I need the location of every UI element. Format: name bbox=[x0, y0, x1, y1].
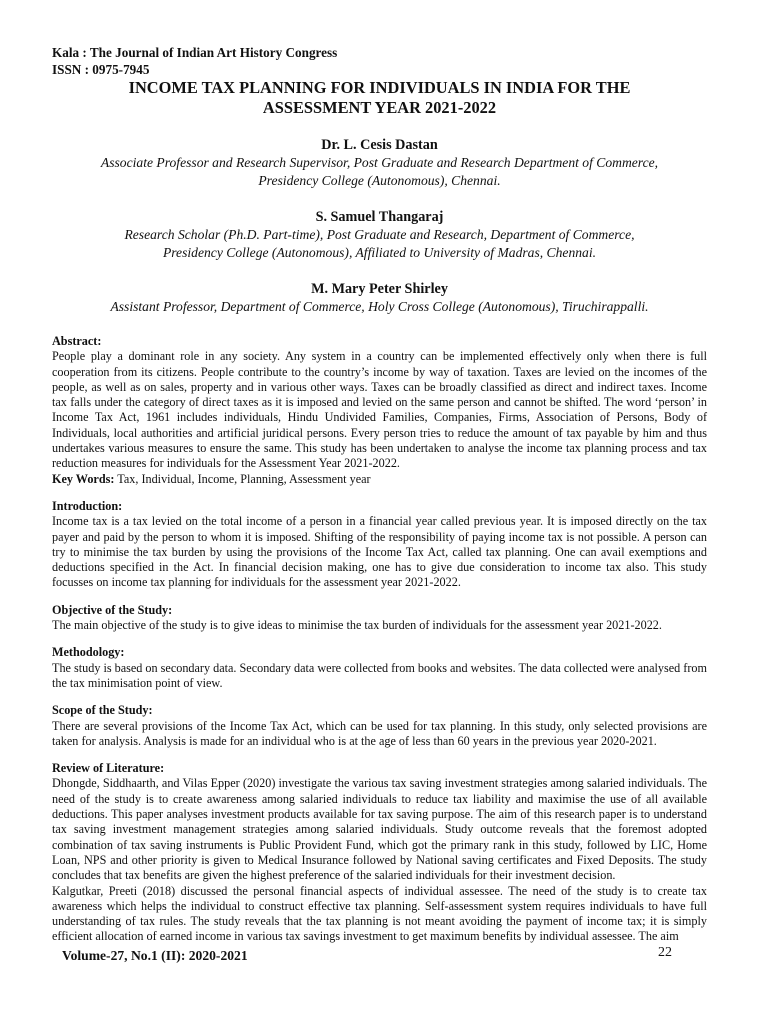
author-affiliation: Associate Professor and Research Supervisor, Post Graduate and Research Department of Commerce, bbox=[100, 155, 659, 170]
keywords-label: Key Words: bbox=[52, 471, 115, 486]
page-footer bbox=[62, 945, 672, 968]
volume-info: Volume-27, No.1 (II): 2020-2021 bbox=[62, 948, 248, 963]
review-paragraph: Dhongde, Siddhaarth, and Vilas Epper (2020) investigate the various tax saving investment strategies among salaried individuals. The need of the study is to create awareness among salaried individuals to reduce tax liability and maximise the use of all available deductions. This paper analyses investment products available for tax saving purpose. The aim of this research paper is to understand tax saving investment management strategies among salaried individuals. Study outcome reveals that the foremost adopted combination of tax saving instruments is Public Provident Fund, which got the primary rank in this study, followed by LIC, Home Loan, NPS and other priority is given to Medical Insurance followed by National saving certificates and Fixed Deposits. The study concludes that tax benefits are given the highest preference of the salaried individuals for their investment decision. bbox=[52, 776, 707, 883]
scope-section bbox=[52, 703, 707, 749]
author-affiliation: Assistant Professor, Department of Commerce, Holy Cross College (Autonomous), Tiruchirappalli. bbox=[110, 299, 649, 314]
page-number: 22 bbox=[658, 945, 672, 960]
introduction-text: Income tax is a tax levied on the total income of a person in a financial year called previous year. It is imposed directly on the tax payer and paid by the person to whom it is imposed. Shifting of the responsibility of paying income tax is not possible. A person can try to minimise the tax burden by using the provisions of the Income Tax Act, called tax planning. One can avail exemptions and deductions specified in the Act. In financial decision making, one has to give due consideration to income tax also. This study focusses on income tax planning for individuals for the assessment year 2021-2022. bbox=[52, 514, 707, 590]
journal-issn: ISSN : 0975-7945 bbox=[52, 62, 150, 77]
abstract-text: People play a dominant role in any society. Any system in a country can be implemented effectively only when there is full cooperation from its citizens. People contribute to the country’s income by way of taxation. Taxes are levied on the incomes of the people, as well as on sales, property and in various other ways. Taxes can be broadly classified as direct and indirect taxes. Income tax falls under the category of direct taxes as it is imposed and levied on the same person and cannot be shifted. The word ‘person’ in Income Tax Act, 1961 includes individuals, Hindu Undivided Families, Companies, Firms, Association of Persons, Body of Individuals, local authorities and artificial juridical persons. Every person tries to reduce the amount of tax payable by him and thus undertakes various measures to ensure the same. This study has been undertaken to analyse the income tax planning process and tax reduction measures for individuals for the Assessment Year 2021-2022. bbox=[52, 349, 707, 471]
introduction-section bbox=[52, 499, 707, 591]
author-name: Dr. L. Cesis Dastan bbox=[321, 137, 438, 153]
author-affiliation: Presidency College (Autonomous), Affiliated to University of Madras, Chennai. bbox=[162, 245, 597, 260]
paper-page bbox=[52, 44, 707, 945]
abstract-heading: Abstract: bbox=[52, 334, 102, 348]
abstract-section bbox=[52, 334, 707, 487]
keywords-text: Tax, Individual, Income, Planning, Assessment year bbox=[114, 471, 371, 486]
methodology-text: The study is based on secondary data. Secondary data were collected from books and websites. The data collected were analysed from the tax minimisation point of view. bbox=[52, 660, 707, 690]
objective-text: The main objective of the study is to give ideas to minimise the tax burden of individuals for the assessment year 2021-2022. bbox=[52, 618, 662, 633]
journal-name: Kala : The Journal of Indian Art History Congress bbox=[52, 45, 338, 60]
paper-title-line-1: INCOME TAX PLANNING FOR INDIVIDUALS IN INDIA FOR THE bbox=[128, 78, 631, 97]
review-paragraph: Kalgutkar, Preeti (2018) discussed the personal financial aspects of individual assessee. The need of the study is to create tax awareness which helps the individual to construct effective tax planning. Self-assessment system requires individuals to have full understanding of tax rules. The study reveals that the tax planning is not meant avoiding the payment of income tax; it is simply efficient allocation of earned income in various tax savings investment to get maximum benefits by individual assessee. The aim bbox=[52, 883, 707, 944]
author-name: M. Mary Peter Shirley bbox=[311, 281, 448, 297]
methodology-heading: Methodology: bbox=[52, 645, 125, 660]
review-section bbox=[52, 761, 707, 945]
review-heading: Review of Literature: bbox=[52, 761, 165, 776]
scope-text: There are several provisions of the Income Tax Act, which can be used for tax planning. In this study, only selected provisions are taken for analysis. Analysis is made for an individual who is at the age of less than 60 years in the previous year 2020-2021. bbox=[52, 718, 707, 748]
paper-title-line-2: ASSESSMENT YEAR 2021-2022 bbox=[262, 98, 497, 117]
keywords bbox=[52, 472, 707, 487]
author-affiliation: Research Scholar (Ph.D. Part-time), Post Graduate and Research, Department of Commerce, bbox=[124, 227, 635, 242]
objective-section bbox=[52, 603, 707, 634]
objective-heading: Objective of the Study: bbox=[52, 602, 173, 617]
introduction-heading: Introduction: bbox=[52, 498, 123, 513]
scope-heading: Scope of the Study: bbox=[52, 703, 153, 718]
author-affiliation: Presidency College (Autonomous), Chennai. bbox=[258, 173, 501, 188]
author-name: S. Samuel Thangaraj bbox=[315, 209, 444, 225]
methodology-section bbox=[52, 645, 707, 691]
